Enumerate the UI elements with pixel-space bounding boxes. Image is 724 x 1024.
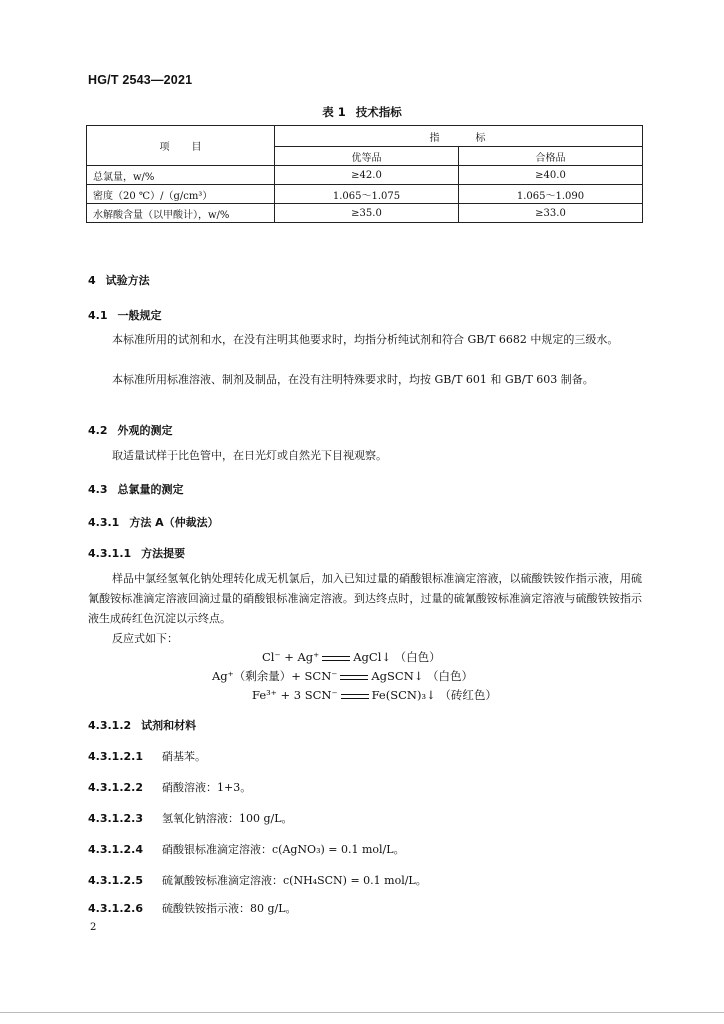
reagent-item: [88, 810, 293, 826]
paragraph-4-3-1-1: 样品中氯经氢氧化钠处理转化成无机氯后，加入已知过量的硝酸银标准滴定溶液，以硫酸铁铵作指示液，用硫氰酸铵标准滴定溶液回滴过量的硝酸银标准滴定溶液。到达终点时，过量的硫氰酸铵标准滴定溶液与硫酸铁铵指示液生成砖红色沉淀以示终点。: [88, 572, 642, 625]
heading-title: 总氯量的测定: [117, 483, 184, 496]
reagent-text: 硫酸铁铵指示液：80 g/L。: [162, 902, 297, 915]
reagent-item: [88, 872, 427, 888]
heading-4-3-1: [88, 514, 219, 530]
header-indicator: 指标: [275, 126, 643, 147]
specification-table: [86, 125, 643, 223]
reaction-note: （白色）: [427, 669, 474, 683]
reaction-left: Ag⁺（剩余量）+ SCN⁻: [212, 669, 338, 683]
table-title: [0, 104, 724, 120]
reagent-text: 硝基苯。: [162, 750, 206, 763]
heading-title: 试剂和材料: [141, 719, 197, 732]
paragraph-4-2: 取适量试样于比色管中，在日光灯或自然光下目视观察。: [112, 449, 387, 462]
reaction-note: （白色）: [394, 650, 441, 664]
row-qualified: 1.065～1.090: [459, 185, 643, 204]
heading-number: 4.3: [88, 483, 108, 496]
header-premium: 优等品: [275, 147, 459, 166]
heading-title: 外观的测定: [117, 424, 173, 437]
heading-number: 4: [88, 274, 96, 287]
reagent-number: 4.3.1.2.2: [88, 781, 143, 794]
paragraph-4-1-a: 本标准所用的试剂和水，在没有注明其他要求时，均指分析纯试剂和符合 GB/T 6682 中规定的三级水。: [112, 333, 619, 346]
reaction-note: （砖红色）: [439, 688, 497, 702]
row-premium: ≥35.0: [275, 204, 459, 223]
reaction-equation: [0, 667, 724, 686]
reagent-number: 4.3.1.2.6: [88, 902, 143, 915]
heading-number: 4.3.1.1: [88, 547, 132, 560]
reaction-left: Fe³⁺ + 3 SCN⁻: [252, 688, 338, 702]
heading-number: 4.1: [88, 309, 108, 322]
heading-title: 方法提要: [141, 547, 186, 560]
heading-4: [88, 272, 150, 288]
heading-4-3: [88, 481, 184, 497]
header-item: 项目: [87, 126, 275, 166]
reaction-right: Fe(SCN)₃↓: [371, 688, 436, 702]
heading-number: 4.2: [88, 424, 108, 437]
equals-sign: [340, 675, 368, 680]
equals-sign: [341, 694, 369, 699]
heading-4-3-1-1: [88, 545, 185, 561]
heading-number: 4.3.1.2: [88, 719, 132, 732]
reagent-item: [88, 779, 251, 795]
header-qualified: 合格品: [459, 147, 643, 166]
table-row: [87, 185, 643, 204]
reagent-text: 硝酸溶液：1+3。: [162, 781, 252, 794]
table-title-text: 技术指标: [355, 105, 402, 119]
row-premium: 1.065～1.075: [275, 185, 459, 204]
page-bottom-divider: [0, 1012, 724, 1013]
reaction-equation: [0, 648, 724, 667]
table-row: [87, 204, 643, 223]
row-item: 总氯量，w/%: [87, 166, 275, 185]
reagent-text: 硫氰酸铵标准滴定溶液：c(NH₄SCN) = 0.1 mol/L。: [162, 874, 427, 887]
table-title-label: 表 1: [322, 105, 346, 119]
reagent-number: 4.3.1.2.3: [88, 812, 143, 825]
reaction-left: Cl⁻ + Ag⁺: [262, 650, 320, 664]
reaction-equation: [0, 686, 724, 705]
reagent-item: [88, 841, 405, 857]
heading-title: 方法 A（仲裁法）: [129, 516, 219, 529]
heading-4-2: [88, 422, 173, 438]
row-premium: ≥42.0: [275, 166, 459, 185]
reaction-equations: [0, 648, 724, 705]
row-item: 水解酸含量（以甲酸计），w/%: [87, 204, 275, 223]
page-number: 2: [90, 922, 97, 933]
reaction-right: AgCl↓: [353, 650, 392, 664]
heading-number: 4.3.1: [88, 516, 120, 529]
heading-title: 试验方法: [105, 274, 150, 287]
reagent-text: 硝酸银标准滴定溶液：c(AgNO₃) = 0.1 mol/L。: [162, 843, 405, 856]
table-row: [87, 166, 643, 185]
table-header-row: [87, 126, 643, 147]
reagent-number: 4.3.1.2.5: [88, 874, 143, 887]
standard-code: HG/T 2543—2021: [88, 73, 193, 87]
reagent-text: 氢氧化钠溶液：100 g/L。: [162, 812, 293, 825]
row-qualified: ≥33.0: [459, 204, 643, 223]
reagent-number: 4.3.1.2.4: [88, 843, 143, 856]
equals-sign: [322, 656, 350, 661]
paragraph-4-1-b: 本标准所用标准溶液、制剂及制品，在没有注明特殊要求时，均按 GB/T 601 和 GB/T 603 制备。: [112, 373, 594, 386]
reaction-intro: 反应式如下：: [112, 632, 178, 645]
row-item: 密度（20 ℃）/（g/cm³）: [87, 185, 275, 204]
reagent-item: [88, 748, 206, 764]
heading-4-3-1-2: [88, 717, 196, 733]
reaction-right: AgSCN↓: [371, 669, 424, 683]
reagent-item: [88, 900, 297, 916]
reagent-number: 4.3.1.2.1: [88, 750, 143, 763]
heading-4-1: [88, 307, 162, 323]
heading-title: 一般规定: [117, 309, 162, 322]
row-qualified: ≥40.0: [459, 166, 643, 185]
